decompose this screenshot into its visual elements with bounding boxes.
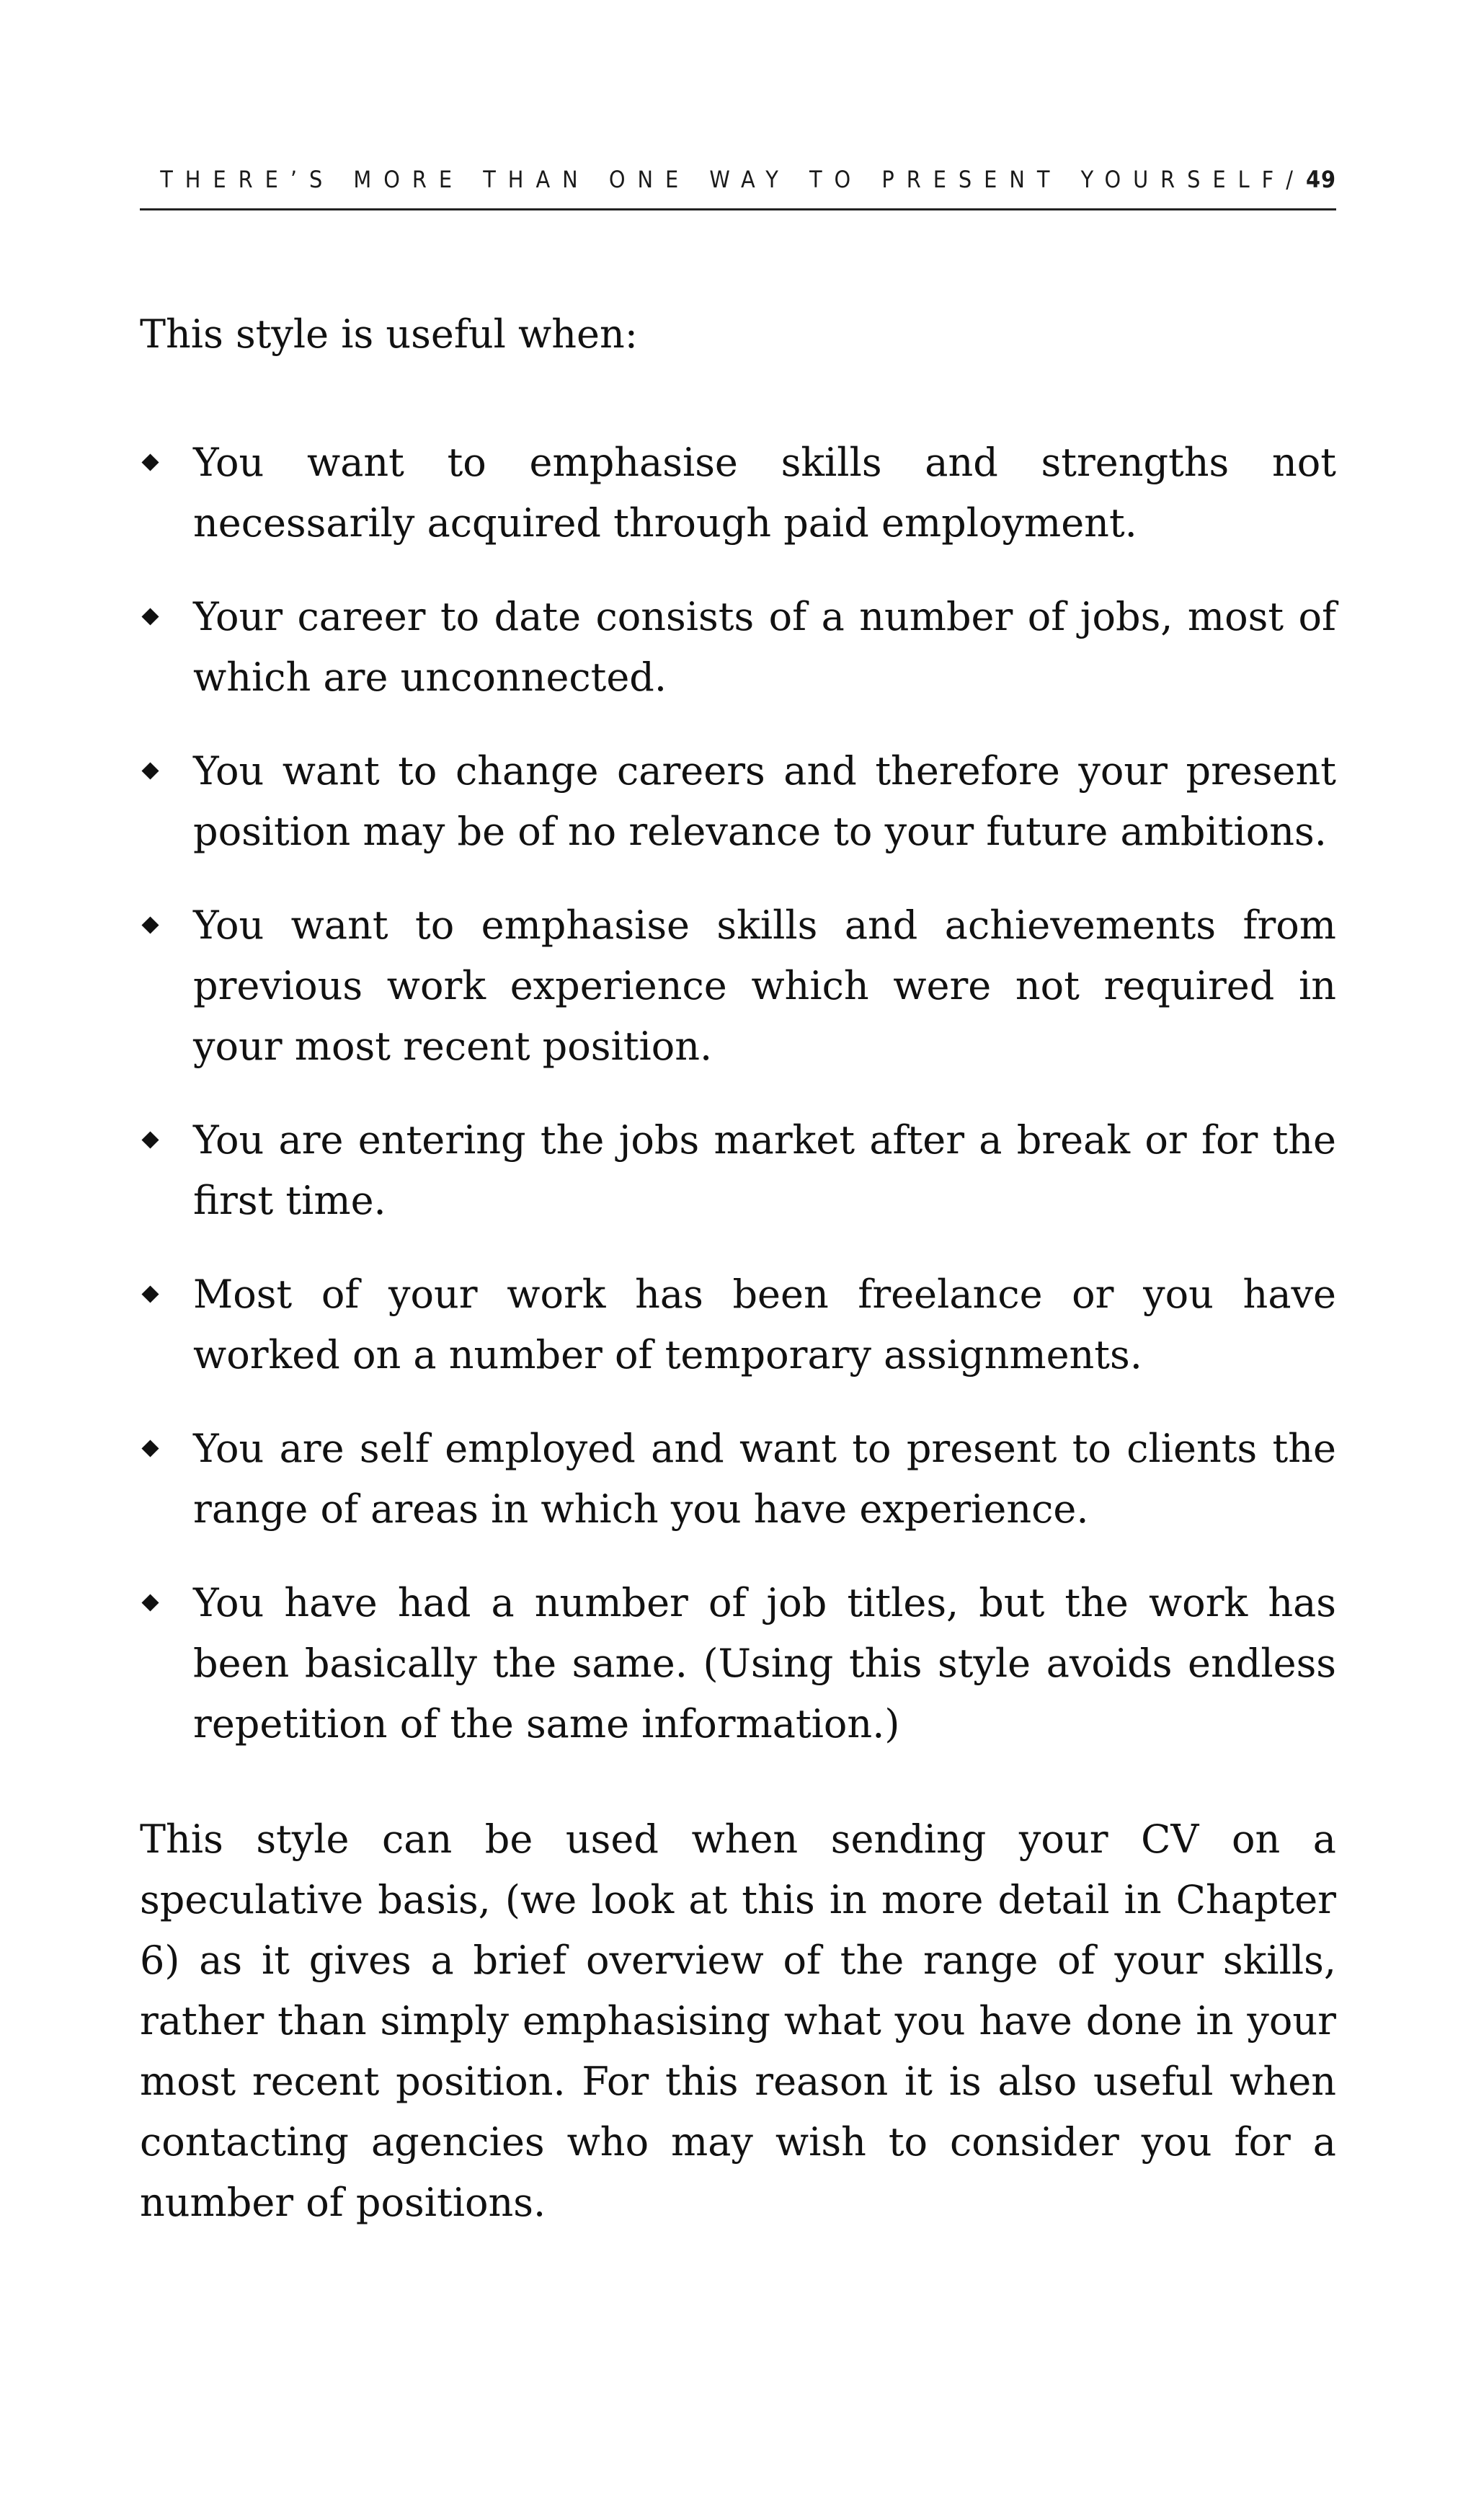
diamond-bullet-icon: [141, 453, 159, 471]
diamond-bullet-icon: [141, 608, 159, 625]
list-item: [140, 895, 1336, 1077]
running-header: [140, 157, 1336, 202]
list-item-text: You want to emphasise skills and achievements from previous work experience which were not required in your most recent position.: [193, 902, 1336, 1069]
list-item: [140, 1573, 1336, 1754]
bullet-list: [140, 432, 1336, 1788]
header-rule: [140, 208, 1336, 210]
diamond-bullet-icon: [141, 1439, 159, 1457]
list-item: [140, 587, 1336, 708]
diamond-bullet-icon: [141, 1285, 159, 1303]
list-item: [140, 1110, 1336, 1231]
diamond-bullet-icon: [141, 1131, 159, 1148]
intro-paragraph: This style is useful when:: [140, 311, 638, 357]
diamond-bullet-icon: [141, 916, 159, 933]
list-item: [140, 741, 1336, 862]
list-item: [140, 1264, 1336, 1385]
list-item-text: You are self employed and want to present to clients the range of areas in which you have experience.: [193, 1426, 1336, 1532]
list-item: [140, 1419, 1336, 1540]
closing-paragraph: This style can be used when sending your CV on a speculative basis, (we look at this in more detail in Chapter 6) as it gives a brief overview of the range of your skills, rather than simply emphasising what you have done in your most recent position. For this reason it is also useful when contacting agencies who may wish to consider you for a number of positions.: [140, 1816, 1336, 2225]
diamond-bullet-icon: [141, 762, 159, 779]
list-item-text: Your career to date consists of a number of jobs, most of which are unconnected.: [193, 594, 1336, 700]
list-item-text: Most of your work has been freelance or you have worked on a number of temporary assignments.: [193, 1272, 1336, 1377]
running-header-separator: /: [1286, 166, 1293, 193]
diamond-bullet-icon: [141, 1594, 159, 1611]
running-header-title: THERE’S MORE THAN ONE WAY TO PRESENT YOURSELF: [160, 166, 1286, 193]
list-item: [140, 432, 1336, 554]
list-item-text: You are entering the jobs market after a break or for the first time.: [193, 1117, 1336, 1223]
list-item-text: You want to emphasise skills and strengths not necessarily acquired through paid employment.: [193, 440, 1336, 546]
page-number: 49: [1305, 166, 1336, 193]
list-item-text: You have had a number of job titles, but the work has been basically the same. (Using this style avoids endless repetition of the same information.): [193, 1580, 1336, 1747]
list-item-text: You want to change careers and therefore your present position may be of no relevance to your future ambitions.: [193, 748, 1336, 854]
